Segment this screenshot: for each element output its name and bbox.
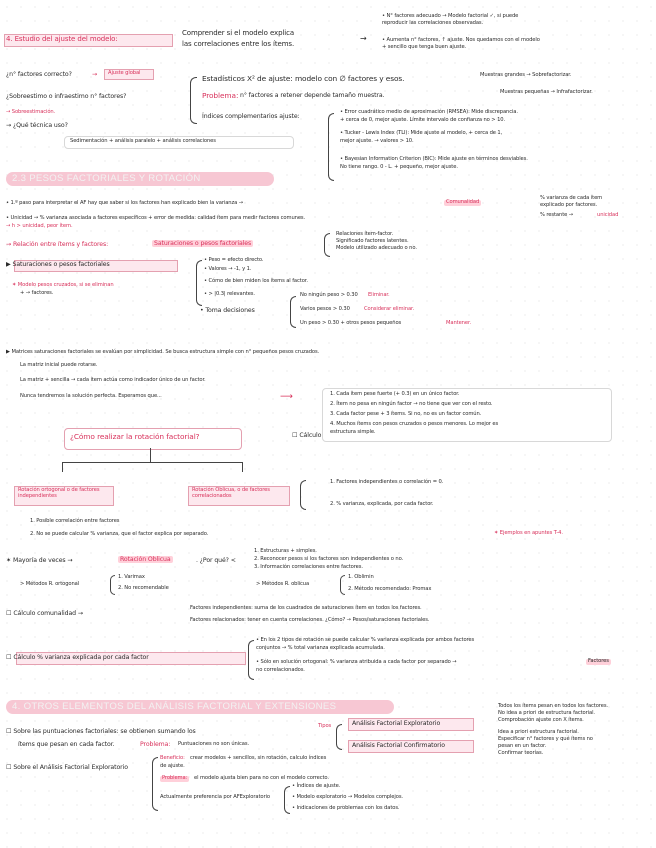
s1-brace <box>190 77 197 124</box>
s1-right-2: • Aumenta n° factores, ↑ ajuste. Nos quedamos con el modelo <box>382 37 540 43</box>
s2-met-o-1: 2. No recomendable <box>118 585 169 591</box>
s1-stats2-label: Problema: <box>202 91 239 100</box>
s2-dec-0: No ningún peso > 0.30 <box>300 292 358 298</box>
s2-met-ob-1: 2. Método recomendado: Promax <box>348 586 432 592</box>
s1-q1-tag: Ajuste global <box>108 70 141 76</box>
s3-prob-b: el modelo ajusta bien para no con el modelo correcto. <box>194 775 329 781</box>
s3-pref-2: • Indicaciones de problemas con los datos. <box>292 805 400 811</box>
s2-mayoria-c: . ¿Por qué? < <box>196 557 236 564</box>
s2-matrix: ▶ Matrices saturaciones factoriales se evalúan por simplicidad. Se busca estructura simple con n° pequeños pesos cruzados. <box>6 349 320 355</box>
s2-tree-h <box>62 462 242 463</box>
s2-expect-3: 4. Muchos ítems con pesos cruzados o pesos menores. Lo mejor es <box>330 421 499 427</box>
s2-toma-brace <box>290 296 296 328</box>
s1-stats2-text: n° factores a retener depende tamaño muestra. <box>240 92 385 99</box>
s1-idx-brace <box>328 113 334 181</box>
s2-m3: La matriz + sencilla → cada ítem actúa como indicador único de un factor. <box>20 377 206 383</box>
s1-right-0: • N° factores adecuado → Modelo factorial ✓, si puede <box>382 13 519 19</box>
s2-m2: La matriz inicial puede rotarse. <box>20 362 98 368</box>
s2-dec-2: Varios pesos > 0.30 <box>300 306 350 312</box>
s3-punt-c: Puntuaciones no son únicas. <box>178 741 250 747</box>
s2-orth-pt-1: 2. No se puede calcular % varianza, que el factor explica por separado. <box>30 531 209 537</box>
s3-afe: Análisis Factorial Exploratorio <box>352 720 441 727</box>
s2-why-1: 2. Reconocer pesos si los factores son independientes o no. <box>254 556 404 562</box>
s2-p1-right3: % restante → <box>540 212 574 218</box>
s2-obl-pt-1: 2. % varianza, explicada, por cada factor. <box>330 501 434 507</box>
s2-com-a: ☐ Cálculo comunalidad → <box>6 610 83 617</box>
s3-afe-right-0: Todos los ítems pesan en todos los factores. <box>498 703 608 709</box>
s2-com-b: Factores independientes: suma de los cuadrados de saturaciones ítem en todos los factores. <box>190 605 422 611</box>
s2-var-4: no correlacionados. <box>256 667 305 673</box>
s2-var-3: Factores <box>588 658 609 664</box>
s1-idx-1: + cerca de 0, mejor ajuste. Límite intervalo de confianza no > 10. <box>340 117 506 123</box>
s3-tipos: Tipos <box>318 723 332 729</box>
s3-punt-a: ☐ Sobre las puntuaciones factoriales: se obtienen sumando los <box>6 728 196 735</box>
s2-why-2: 3. Información correlaciones entre factores. <box>254 564 363 570</box>
s1-box-text: Sedimentación + análisis paralelo + análisis correlaciones <box>70 138 216 144</box>
s3-afc-right-2: pesan en un factor. <box>498 743 547 749</box>
s2-var-brace <box>248 640 254 680</box>
s3-pref-1: • Modelo exploratorio → Modelos complejos. <box>292 794 403 800</box>
s1-right-3: + sencillo que tenga buen ajuste. <box>382 44 467 50</box>
s2-rel-a: → Relación entre ítems y factores: <box>6 241 109 248</box>
s1-idx-3: mejor ajuste. → valores > 10. <box>340 138 414 144</box>
s2-expect-4: estructura simple. <box>330 429 376 435</box>
s3-sobre-afe: ☐ Sobre el Análisis Factorial Exploratorio <box>6 764 128 771</box>
s3-tipos-brace <box>336 724 342 750</box>
s2-sat-1: • Valores → -1, y 1. <box>204 266 252 272</box>
s2-met-o: > Métodos R. ortogonal <box>20 581 80 587</box>
s2-note2: + → factores. <box>20 290 54 296</box>
s3-ben-c: de ajuste. <box>160 763 185 769</box>
s3-punt-b: ítems que pesan en cada factor. <box>18 741 115 748</box>
s3-punt-prob: Problema: <box>140 741 171 748</box>
s2-met-o-brace <box>110 575 115 595</box>
s2-obl: Rotación Oblicua, o de factores correlacionados <box>192 487 270 499</box>
s2-met-o-0: 1. Varimax <box>118 574 145 580</box>
s1-idx-4: • Bayesian Information Criterion (BIC): Mide ajuste en términos desviables. <box>340 156 528 162</box>
s2-expect-1: 2. Ítem no pesa en ningún factor → no tiene que ver con el resto. <box>330 401 493 407</box>
s2-title: 2.3 PESOS FACTORIALES Y ROTACIÓN <box>6 172 274 186</box>
s3-ben-b: crear modelos + sencillos, sin rotación, calculo índices <box>190 755 327 761</box>
s3-pref: Actualmente preferencia por AFExploratorio <box>160 794 270 800</box>
s2-var-2: • Sólo en solución ortogonal: % varianza atribuida a cada factor por separado → <box>256 659 457 665</box>
s1-arrow: → <box>360 34 367 43</box>
s2-sat-3: • > |0.3| relevantes. <box>204 291 255 297</box>
s3-afe-right-2: Comprobación ajuste con X ítems. <box>498 717 584 723</box>
s3-afe-brace <box>152 757 158 811</box>
s3-afe-right-1: No idea a priori de estructura factorial. <box>498 710 595 716</box>
s3-title: 4. OTROS ELEMENTOS DEL ANÁLISIS FACTORIAL Y EXTENSIONES <box>6 700 394 714</box>
s2-var-a: ☐ Cálculo % varianza explicada por cada factor <box>6 654 149 661</box>
s2-tree-v <box>150 448 151 462</box>
s2-calculo: ☐ Cálculo <box>292 432 322 439</box>
s3-prob-a: Problema: <box>162 775 188 781</box>
s1-right-1: reproducir las correlaciones observadas. <box>382 20 484 26</box>
s1-q2: ¿Sobreestimo o infraestimo n° factores? <box>6 93 127 100</box>
s2-sat-brace <box>196 260 202 306</box>
s2-met-ob: > Métodos R. oblicua <box>256 581 310 587</box>
s1-idx-2: • Tucker - Lewis Index (TLI): Mide ajuste al modelo, + cerca de 1, <box>340 130 503 136</box>
s2-p1-right2: explicado por factores. <box>540 202 598 208</box>
s2-mayoria-a: ✶ Mayoría de veces → <box>6 557 73 564</box>
s1-stats1-right: Muestras grandes → Sobrefactorizar. <box>480 72 572 78</box>
s2-obl-brace <box>300 480 306 510</box>
s2-var-1: conjuntos → % total varianza explicada acumulada. <box>256 645 385 651</box>
s2-qrot: ¿Cómo realizar la rotación factorial? <box>70 432 200 441</box>
s1-idx-5: No tiene rango. 0 - L. + pequeño, mejor ajuste. <box>340 164 458 170</box>
s1-stats1: Estadísticos X² de ajuste: modelo con ∅ factores y esos. <box>202 74 405 83</box>
s3-pref-brace <box>284 786 290 814</box>
s2-sat-0: • Peso = efecto directo. <box>204 257 264 263</box>
s2-sat: ▶ Saturaciones o pesos factoriales <box>6 261 110 268</box>
s2-expect-0: 1. Cada ítem pese fuerte (+ 0.3) en un único factor. <box>330 391 460 397</box>
s2-ejemplos: ✶ Ejemplos en apuntes T-4. <box>494 530 563 536</box>
s1-stats3: Índices complementarios ajuste: <box>202 113 300 120</box>
s2-dec-3: Considerar eliminar. <box>364 306 415 312</box>
s2-dec-1: Eliminar. <box>368 292 390 298</box>
s2-p2: • Unicidad → % varianza asociada a factores específicos + error de medida: calidad ítem para medir factores comunes. <box>6 215 306 221</box>
s3-afc-right-3: Confirmar teorías. <box>498 750 544 756</box>
s2-expect-2: 3. Cada factor pese + 3 ítems. Si no, no es un factor común. <box>330 411 482 417</box>
s2-orth: Rotación ortogonal o de factores independientes <box>18 487 100 499</box>
s2-rel-brace <box>324 233 330 257</box>
s3-afc: Análisis Factorial Confirmatorio <box>352 742 445 749</box>
s2-why-0: 1. Estructuras + simples. <box>254 548 317 554</box>
s1-q1-arrow: → <box>92 71 98 78</box>
s1-heading-rest: Comprender si el modelo explica <box>182 29 295 37</box>
s2-p2b: → h > unicidad, peor ítem. <box>6 223 73 229</box>
s3-ben-a: Beneficio: <box>160 755 185 761</box>
s1-idx-0: • Error cuadrático medio de aproximación (RMSEA): Mide discrepancia. <box>340 109 518 115</box>
s1-q3: → ¿Qué técnica uso? <box>6 122 68 129</box>
s3-pref-0: • Índices de ajuste. <box>292 783 341 789</box>
s2-toma: • Toma decisiones <box>200 307 255 314</box>
s2-com-c: Factores relacionados: tener en cuenta correlaciones. ¿Cómo? → Pesos/saturaciones factoriales. <box>190 617 430 623</box>
s1-q1: ¿n° factores correcto? <box>6 71 72 78</box>
s3-afc-right-1: Especificar n° factores y qué ítems no <box>498 736 593 742</box>
s2-m4: Nunca tendremos la solución perfecta. Esperamos que... <box>20 393 162 399</box>
s2-m4-arrow: ⟶ <box>280 392 293 402</box>
s2-obl-pt-0: 1. Factores independientes o correlación = 0. <box>330 479 444 485</box>
s2-orth-pt-0: 1. Posible correlación entre factores <box>30 518 120 524</box>
s3-afc-right-0: Idea a priori estructura factorial. <box>498 729 579 735</box>
s2-var-0: • En los 2 tipos de rotación se puede calcular % varianza explicada por ambos factores <box>256 637 475 643</box>
s2-p1-right1: % varianza de cada ítem <box>540 195 603 201</box>
s2-dec-4: Un peso > 0.30 + otros pesos pequeños <box>300 320 402 326</box>
s2-note: ✶ Modelo pesos cruzados, si se eliminan <box>12 282 114 288</box>
s2-sat-2: • Cómo de bien miden los ítems al factor. <box>204 278 308 284</box>
s1-q2-sub: → Sobreestimación. <box>6 109 56 115</box>
s1-stats2-right: Muestras pequeñas → Infrafactorizar. <box>500 89 593 95</box>
s2-rel-b: Saturaciones o pesos factoriales <box>154 240 252 247</box>
s1-heading-rest2: las correlaciones entre los ítems. <box>182 40 295 48</box>
s2-dec-5: Mantener. <box>446 320 472 326</box>
s2-p1-right3b: unicidad <box>597 212 619 218</box>
s2-rel-right-1: Significado factores latentes. <box>336 238 409 244</box>
s2-met-ob-0: 1. Oblimin <box>348 574 374 580</box>
s2-mayoria-b: Rotación Oblicua <box>120 556 171 563</box>
s2-tree-r <box>242 462 243 472</box>
s2-p1b: Comunalidad <box>446 199 480 205</box>
s2-tree-l <box>62 462 63 472</box>
s2-rel-right-0: Relaciones ítem-factor. <box>336 231 394 237</box>
s1-heading: 4. Estudio del ajuste del modelo: <box>6 35 118 43</box>
s2-met-ob-brace <box>340 575 345 595</box>
s2-rel-right-2: Modelo utilizado adecuado o no. <box>336 245 417 251</box>
s2-p1a: • 1.º paso para interpretar el AF hay que saber si los factores han explicado bien la varianza → <box>6 200 243 206</box>
